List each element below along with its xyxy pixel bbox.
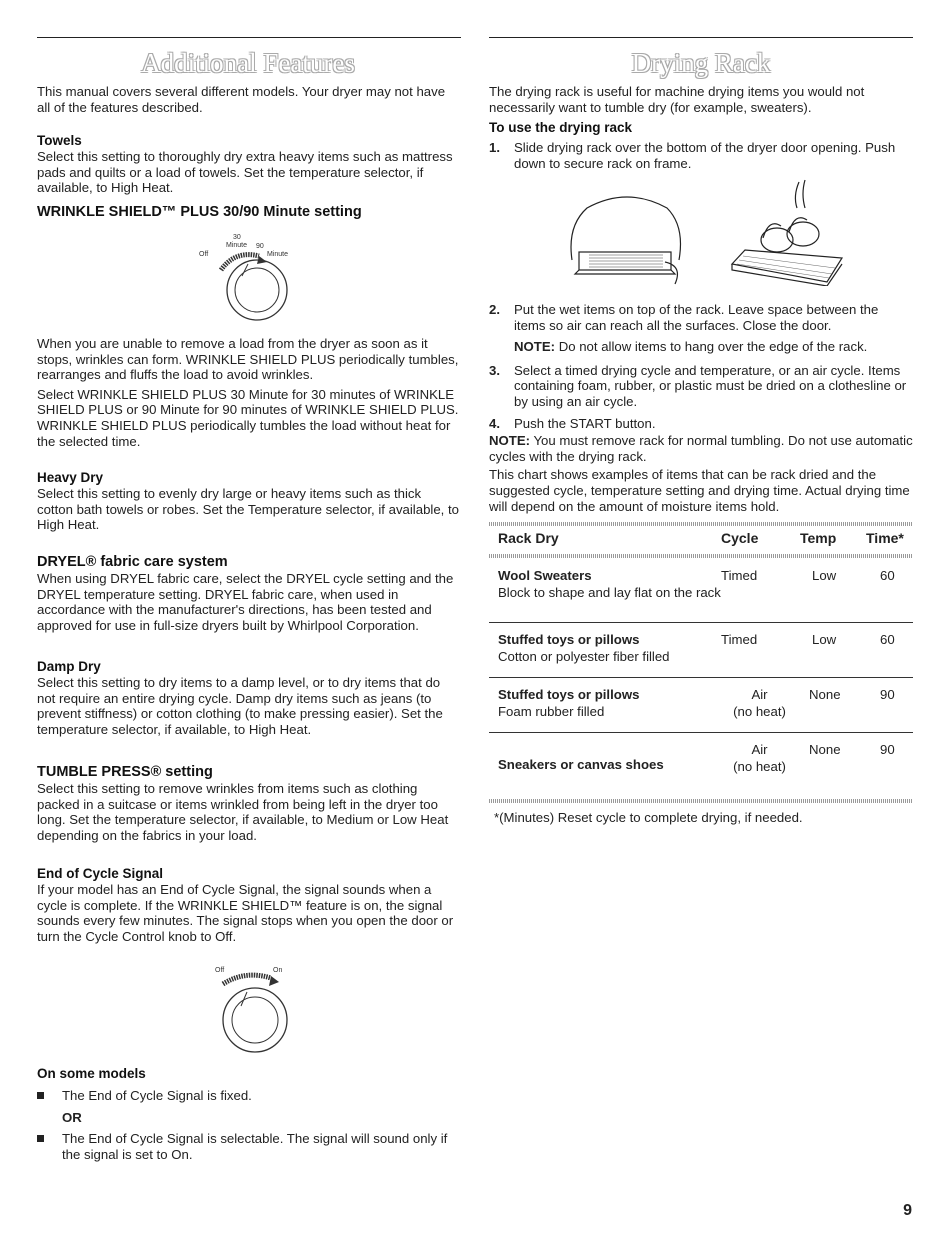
eoc-dial-label-off: Off [215, 967, 225, 974]
dial-label-minute-2: Minute [267, 251, 289, 258]
dial-label-30: 30 [233, 234, 241, 241]
end-of-cycle-dial-icon [207, 962, 307, 1057]
list-item: 2. Put the wet items on top of the rack. Leave space between the items so air can reach all the surfaces. Close the door. NOTE: Do not allow items to hang over the edge of the rack. [489, 302, 879, 355]
tumble-press-body: Select this setting to remove wrinkles from items such as clothing packed in a suitcase or items wrinkled from being left in the dryer too long. Set the temperature selector, if available, to Medium or Low Heat depending on the fabrics in your load. [37, 781, 449, 843]
damp-dry-heading: Damp Dry [37, 659, 101, 674]
some-models-section [37, 1066, 459, 1162]
steps-list-1 [489, 140, 913, 171]
wrinkle-shield-body: When you are unable to remove a load from the dryer as soon as it stops, wrinkles can form. WRINKLE SHIELD PLUS periodically tumbles, rearranges and fluffs the load to avoid wrinkles. Select WRINKLE SHIELD PLUS 30 Minute for 30 minutes of WRINKLE SHIELD PLUS or 90 Minute for 90 minutes of WRINKLE SHIELD PLUS. WRINKLE SHIELD PLUS periodically tumbles the load without heat for the selected time. [37, 336, 459, 449]
use-rack-heading: To use the drying rack [489, 120, 633, 135]
damp-dry-section [37, 659, 459, 737]
dial-label-minute: Minute [226, 242, 248, 249]
wrinkle-shield-section [37, 204, 459, 221]
table-header-row [489, 530, 913, 554]
tumble-press-section [37, 764, 459, 843]
wrinkle-shield-dial-icon [197, 230, 317, 325]
header-cycle: Cycle [721, 530, 759, 546]
section-title-drying-rack: Drying Rack [631, 48, 771, 78]
steps-continued [489, 302, 913, 514]
drying-rack-intro: The drying rack is useful for machine drying items you would not necessarily want to tumble dry (for example, sweaters). [489, 84, 865, 115]
table-top-hatch [489, 522, 913, 526]
steps-list-2 [489, 302, 913, 431]
dryel-heading: DRYEL® fabric care system [37, 554, 228, 570]
rack-dry-table [489, 530, 913, 784]
drying-rack-illustration [567, 178, 857, 286]
header-rack-dry: Rack Dry [498, 530, 559, 546]
use-rack-section [489, 120, 913, 171]
or-label: OR [62, 1109, 82, 1125]
towels-section [37, 133, 459, 196]
end-of-cycle-heading: End of Cycle Signal [37, 866, 164, 881]
list-item: 1. Slide drying rack over the bottom of the dryer door opening. Push down to secure rack on frame. [489, 140, 896, 171]
header-time: Time* [866, 530, 904, 546]
section-title-additional-features: Additional Features [141, 48, 355, 78]
intro-text: This manual covers several different models. Your dryer may not have all of the features described. [37, 84, 446, 115]
bullet-icon [37, 1135, 44, 1142]
some-models-heading: On some models [37, 1066, 146, 1081]
heavy-dry-body: Select this setting to evenly dry large or heavy items such as thick cotton bath towels or robes. Set the Temperature selector, if available, to High Heat. [37, 486, 459, 533]
table-bottom-hatch [489, 799, 913, 803]
wrinkle-shield-heading: WRINKLE SHIELD™ PLUS 30/90 Minute setting [37, 204, 362, 220]
bullet-icon [37, 1092, 44, 1099]
towels-body: Select this setting to thoroughly dry extra heavy items such as mattress pads and quilts or a load of towels. Set the temperature selector, if available, to High Heat. [37, 149, 453, 196]
end-of-cycle-section [37, 866, 459, 944]
table-row: Stuffed toys or pillows Cotton or polyester fiber filled Timed Low 60 [489, 622, 913, 677]
list-item: The End of Cycle Signal is fixed. [37, 1088, 459, 1104]
list-item: 3. Select a timed drying cycle and temperature, or an air cycle. Items containing foam, rubber, or plastic must be dried on a clothesline or by using an air cycle. [489, 362, 907, 409]
chart-intro: This chart shows examples of items that can be rack dried and the suggested cycle, temperature setting and drying time. Actual drying time will depend on the amount of moisture items hold. [489, 467, 910, 514]
heavy-dry-heading: Heavy Dry [37, 470, 104, 485]
some-models-list [37, 1088, 459, 1162]
table-row: Stuffed toys or pillows Foam rubber filled Air (no heat) None 90 [489, 677, 913, 732]
left-top-rule [37, 37, 461, 38]
dial-label-off: Off [199, 251, 209, 258]
dryel-body: When using DRYEL fabric care, select the DRYEL cycle setting and the DRYEL temperature setting. DRYEL fabric care, when used in accordance with the manufacturer's directions, has been tested and approved for use in full-size dryers built by Whirlpool Corporation. [37, 571, 454, 633]
right-top-rule [489, 37, 913, 38]
page-number: 9 [903, 1202, 912, 1220]
dial-label-90: 90 [256, 243, 264, 250]
heavy-dry-section [37, 470, 459, 533]
dryel-section [37, 554, 459, 633]
rack-note: NOTE: You must remove rack for normal tumbling. Do not use automatic cycles with the drying rack. [489, 433, 913, 464]
header-temp: Temp [800, 530, 837, 546]
table-row: Wool Sweaters Block to shape and lay flat on the rack Timed Low 60 [489, 558, 913, 622]
table-footnote: *(Minutes) Reset cycle to complete drying, if needed. [494, 810, 803, 825]
list-item: 4. Push the START button. [489, 415, 656, 431]
damp-dry-body: Select this setting to dry items to a damp level, or to dry items that do not require an entire drying cycle. Damp dry items such as jeans (to prevent stiffness) or cotton clothing (to make pressing easier). Set the temperature selector, if available, to High Heat. [37, 675, 443, 737]
tumble-press-heading: TUMBLE PRESS® setting [37, 764, 213, 780]
list-item: The End of Cycle Signal is selectable. The signal will sound only if the signal is set to On. [37, 1131, 459, 1162]
end-of-cycle-body: If your model has an End of Cycle Signal, the signal sounds when a cycle is complete. If the WRINKLE SHIELD™ feature is on, the signal sounds every few minutes. The signal stops when you open the door or turn the Cycle Control knob to Off. [37, 882, 454, 944]
towels-heading: Towels [37, 133, 82, 148]
eoc-dial-label-on: On [273, 967, 283, 974]
table-row: Sneakers or canvas shoes Air (no heat) None 90 [498, 741, 895, 774]
